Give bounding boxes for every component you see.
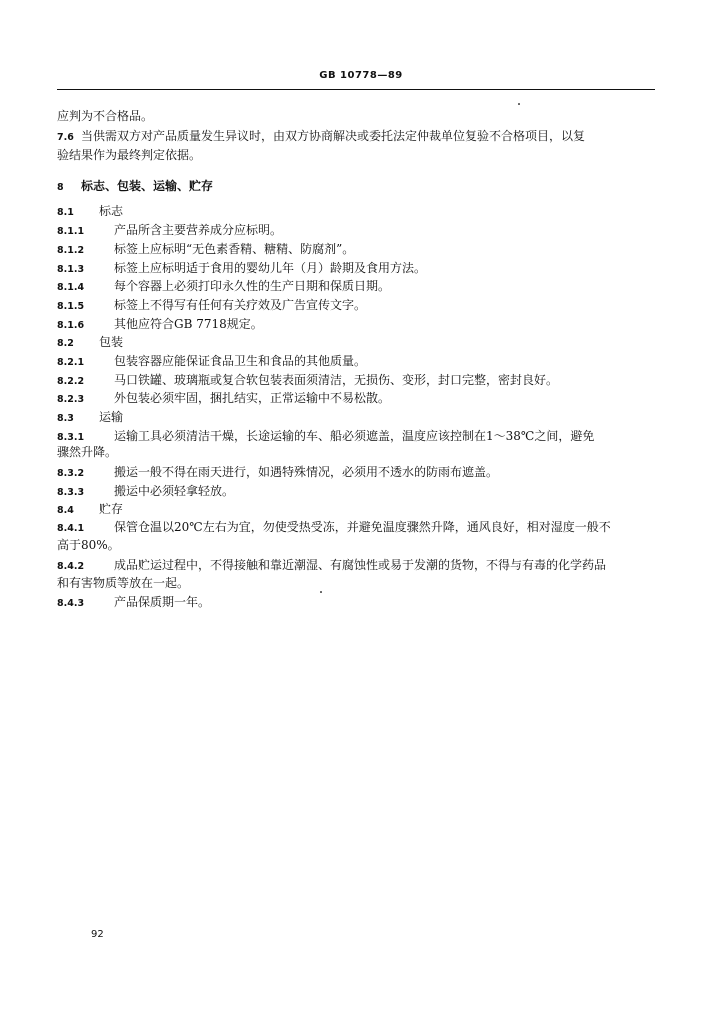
clause-text: 标签上应标明适于食用的婴幼儿年（月）龄期及食用方法。 (114, 261, 427, 275)
clause-text: 每个容器上必须打印永久性的生产日期和保质日期。 (114, 279, 391, 293)
text-line (57, 278, 657, 296)
clause-number: 7.6 (57, 132, 74, 143)
text-line (57, 444, 657, 460)
clause-text: 包装容器应能保证食品卫生和食品的其他质量。 (114, 354, 367, 368)
clause-number: 8.1.3 (57, 264, 85, 275)
standard-code-header: GB 10778—89 (319, 70, 403, 81)
clause-number: 8.1.2 (57, 245, 85, 256)
clause-text: 其他应符合GB 7718规定。 (114, 317, 263, 331)
clause-text: 马口铁罐、玻璃瓶或复合软包装表面须清洁，无损伤、变形，封口完整，密封良好。 (114, 373, 559, 387)
text-line (57, 557, 657, 575)
text-line (57, 147, 657, 163)
clause-number: 8.4.1 (57, 523, 85, 534)
text-line (57, 222, 657, 240)
clause-text: 运输工具必须清洁干燥，长途运输的车、船必须遮盖，温度应该控制在1～38℃之间，避免 (114, 429, 595, 443)
clause-text: 标签上应标明“无色素香精、糖精、防腐剂”。 (114, 242, 355, 256)
clause-text: 当供需双方对产品质量发生异议时，由双方协商解决或委托法定仲裁单位复验不合格项目，以复 (81, 129, 586, 143)
text-line (57, 353, 657, 371)
scan-speck (518, 103, 520, 105)
text-line (57, 297, 657, 315)
clause-text: 搬运中必须轻拿轻放。 (114, 484, 235, 498)
clause-text: 标志 (99, 204, 124, 218)
text-line (57, 575, 657, 591)
text-line (57, 260, 657, 278)
clause-number: 8.1 (57, 207, 74, 218)
text-line (57, 241, 657, 259)
clause-number: 8.1.5 (57, 301, 85, 312)
clause-text: 高于80%。 (57, 538, 120, 552)
clause-number: 8.2.3 (57, 394, 85, 405)
text-line (57, 409, 657, 427)
text-line (57, 108, 657, 124)
clause-number: 8.4.2 (57, 561, 85, 572)
clause-text: 外包装必须牢固，捆扎结实，正常运输中不易松散。 (114, 391, 391, 405)
clause-number: 8.4 (57, 505, 74, 516)
clause-text: 包装 (99, 335, 124, 349)
clause-text: 运输 (99, 410, 124, 424)
clause-number: 8.2.1 (57, 357, 85, 368)
clause-text: 产品所含主要营养成分应标明。 (114, 223, 283, 237)
text-line (57, 483, 657, 501)
text-line (57, 537, 657, 553)
clause-text: 应判为不合格品。 (57, 109, 154, 123)
clause-number: 8.1.6 (57, 320, 85, 331)
header-rule (57, 89, 655, 90)
clause-text: 标志、包装、运输、贮存 (81, 179, 214, 193)
clause-number: 8.3 (57, 413, 74, 424)
clause-text: 贮存 (99, 502, 124, 516)
clause-number: 8.4.3 (57, 598, 85, 609)
clause-number: 8.1.4 (57, 282, 85, 293)
text-line (57, 372, 657, 390)
clause-number: 8.2 (57, 338, 74, 349)
clause-text: 搬运一般不得在雨天进行，如遇特殊情况，必须用不透水的防雨布遮盖。 (114, 465, 499, 479)
text-line (57, 464, 657, 482)
text-line (57, 334, 657, 352)
clause-number: 8.3.3 (57, 487, 85, 498)
text-line (57, 390, 657, 408)
text-line (57, 519, 657, 537)
clause-number: 8.1.1 (57, 226, 85, 237)
text-line (57, 203, 657, 221)
clause-number: 8.3.1 (57, 432, 85, 443)
text-line (57, 594, 657, 612)
clause-text: 产品保质期一年。 (114, 595, 211, 609)
clause-text: 和有害物质等放在一起。 (57, 576, 190, 590)
clause-text: 保管仓温以20℃左右为宜，勿使受热受冻，并避免温度骤然升降，通风良好，相对湿度一般不 (114, 520, 611, 534)
clause-text: 验结果作为最终判定依据。 (57, 148, 202, 162)
page-number: 92 (91, 929, 104, 940)
text-line (57, 128, 657, 146)
clause-number: 8 (57, 182, 64, 193)
clause-text: 成品贮运过程中，不得接触和靠近潮湿、有腐蚀性或易于发潮的货物，不得与有毒的化学药品 (114, 558, 607, 572)
clause-text: 骤然升降。 (57, 445, 118, 459)
scan-speck (320, 591, 322, 593)
section-heading (57, 178, 657, 196)
text-line (57, 501, 657, 519)
clause-number: 8.3.2 (57, 468, 85, 479)
clause-text: 标签上不得写有任何有关疗效及广告宣传文字。 (114, 298, 367, 312)
text-line (57, 316, 657, 334)
clause-number: 8.2.2 (57, 376, 85, 387)
